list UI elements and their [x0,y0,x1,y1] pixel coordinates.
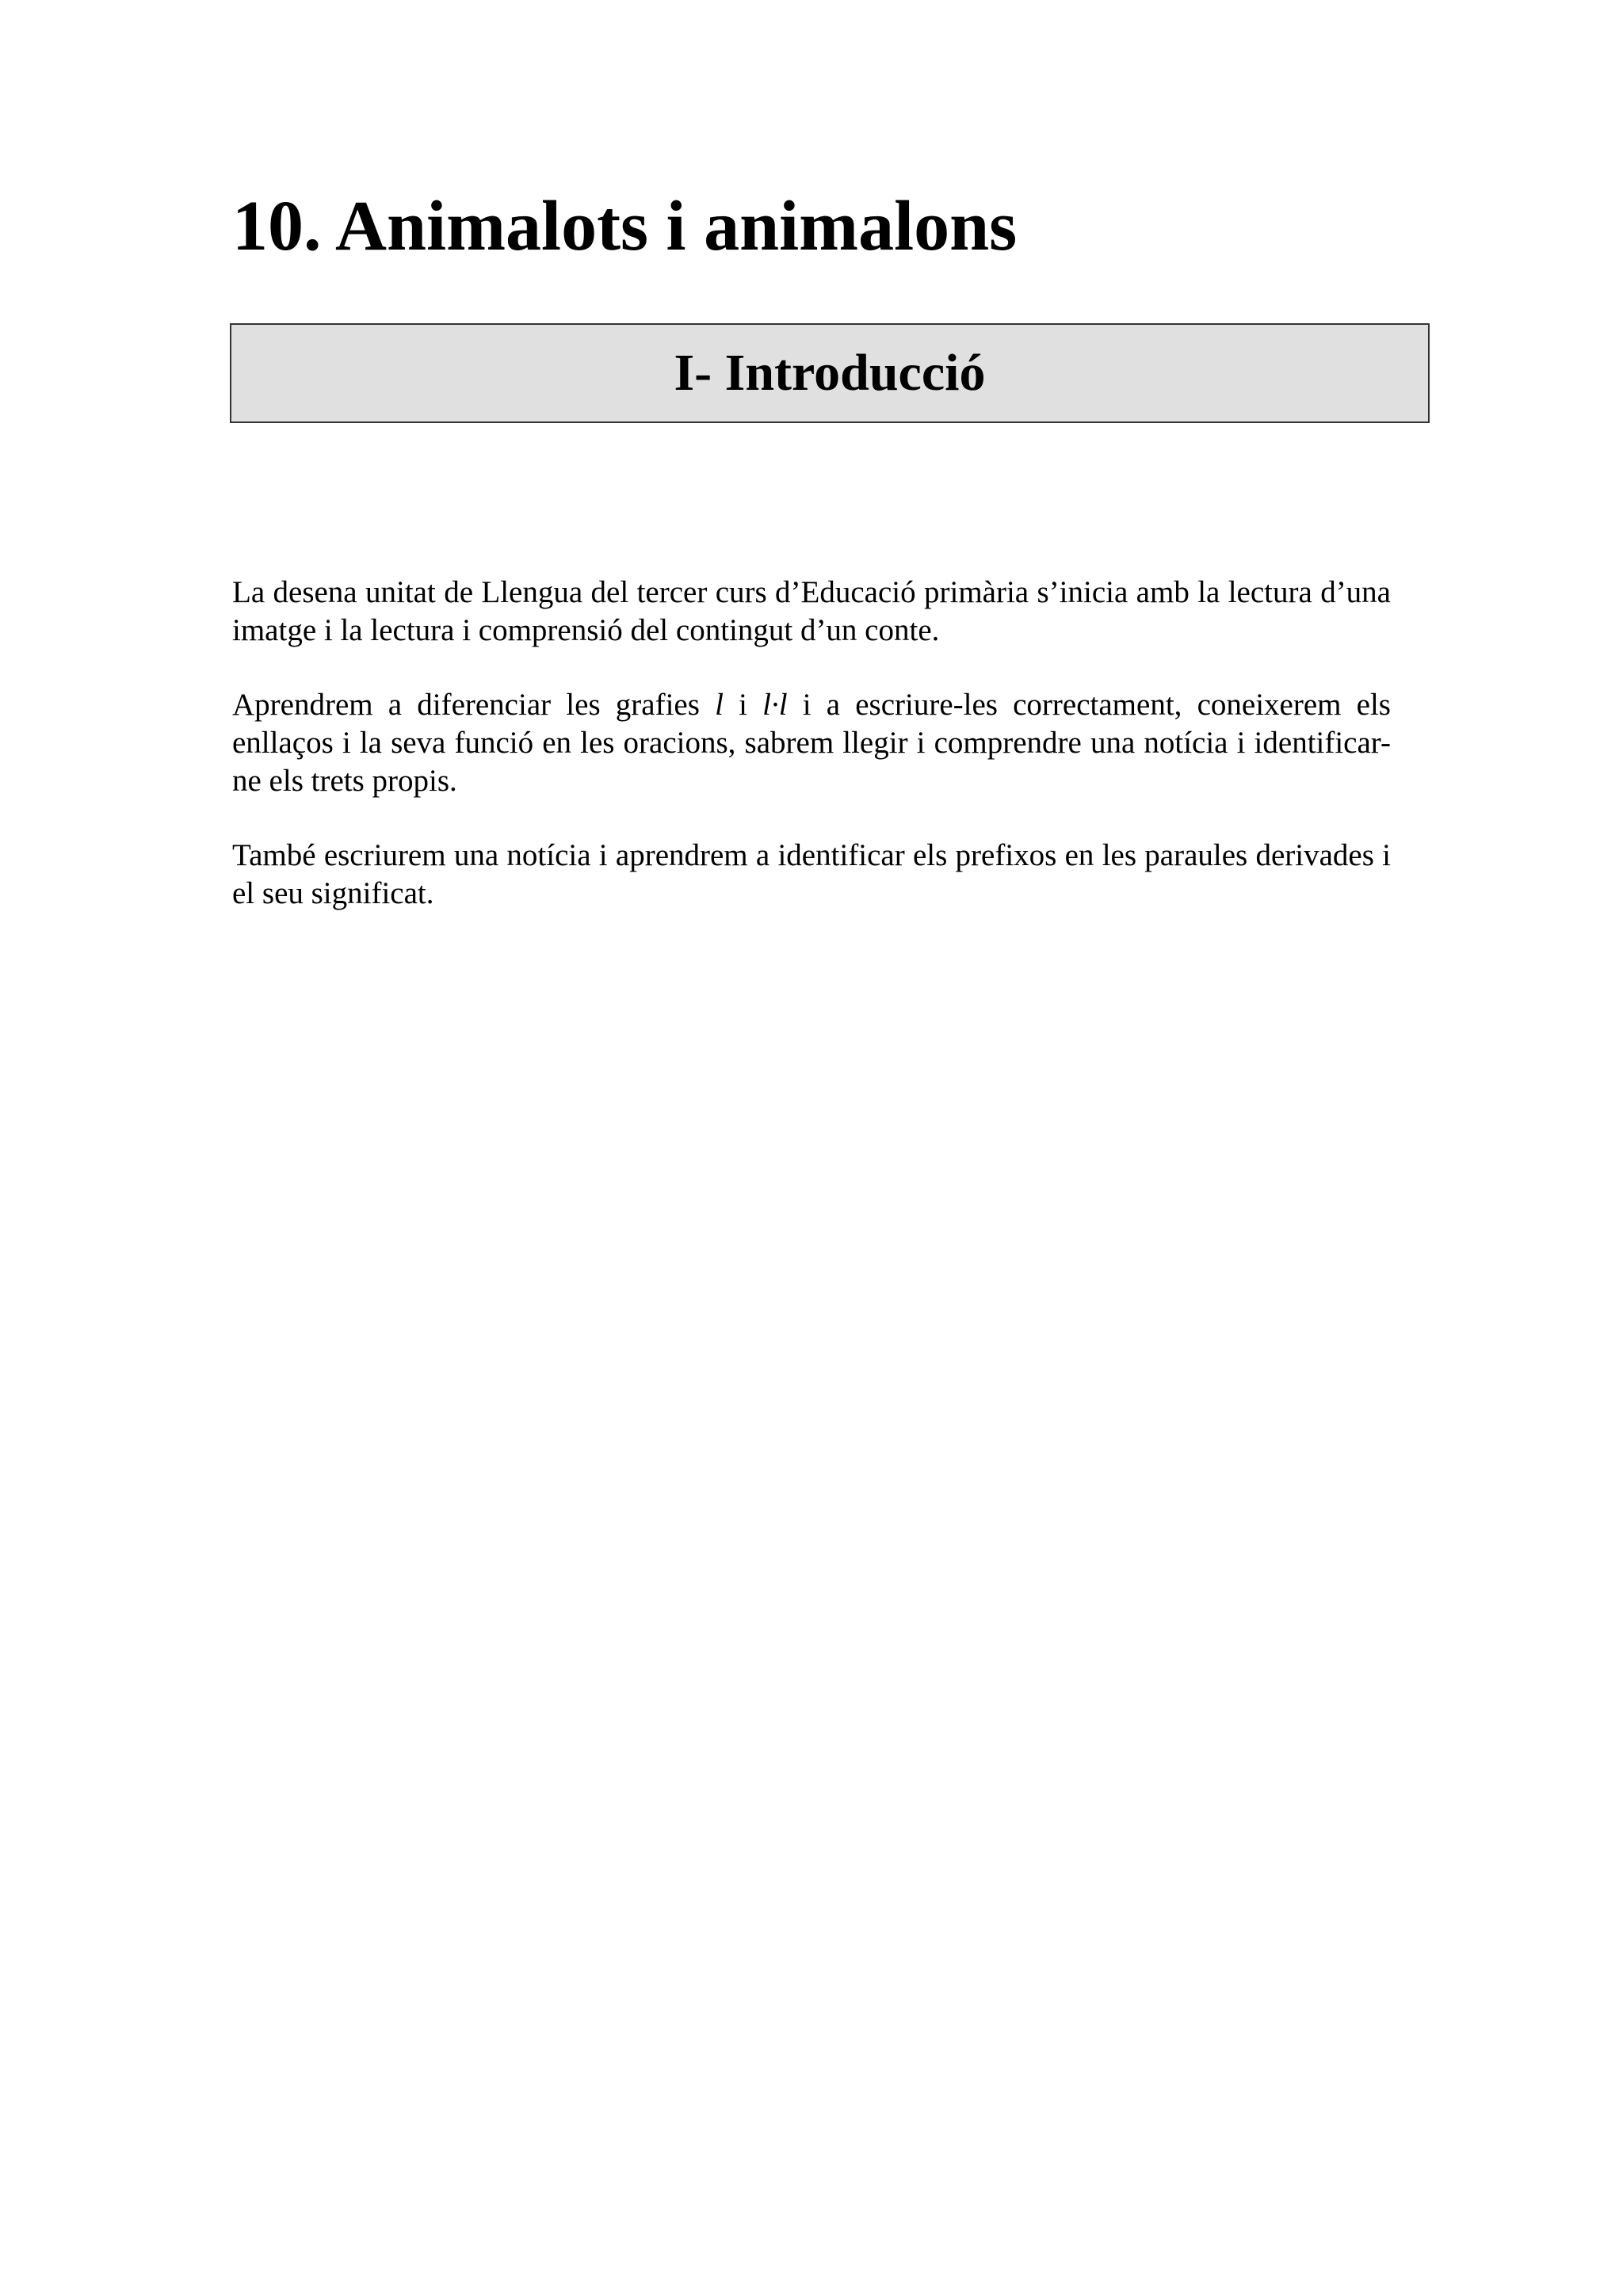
paragraph-learning-text-3: i a escriure-les correctament, coneixerem els enllaços i la seva funció en les oracions, sabrem llegir i comprendre una notícia i identificar-ne els trets propis. [232,688,1391,798]
grafia-ll: l·l [762,688,788,722]
paragraph-learning [232,686,1391,800]
paragraph-learning-text-1: Aprendrem a diferenciar les grafies [232,688,716,722]
paragraph-writing: També escriurem una notícia i aprendrem a identificar els prefixos en les paraules derivades i el seu significat. [232,838,1391,910]
grafia-l: l [715,688,724,722]
body-text [232,574,1391,949]
section-heading-box [230,323,1430,423]
page-title: 10. Animalots i animalons [232,187,1018,265]
paragraph-learning-text-2: i [723,688,763,722]
paragraph-intro: La desena unitat de Llengua del tercer curs d’Educació primària s’inicia amb la lectura d’una imatge i la lectura i comprensió del contingut d’un conte. [232,575,1391,647]
section-heading: I- Introducció [674,344,986,402]
